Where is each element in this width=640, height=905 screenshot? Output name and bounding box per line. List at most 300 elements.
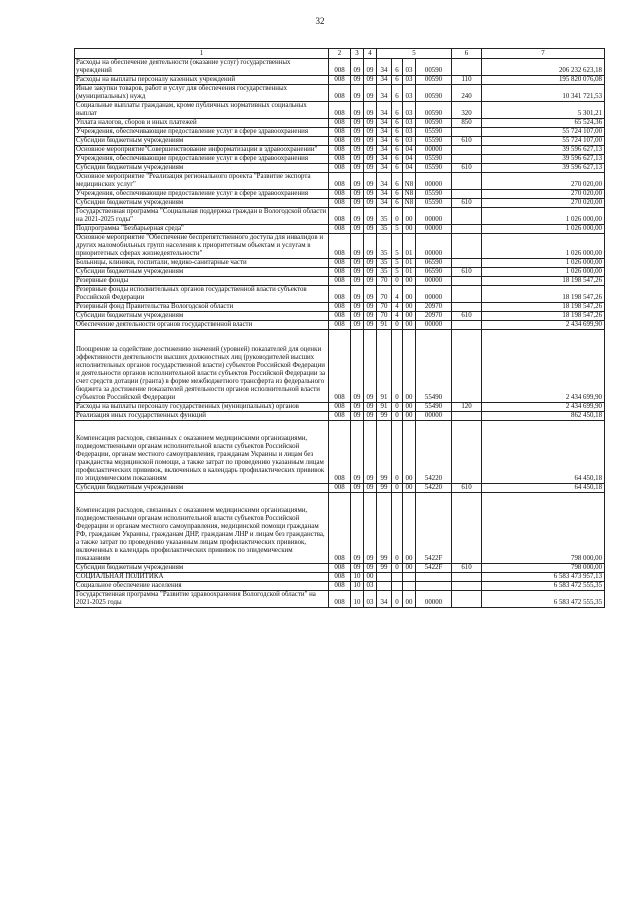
table-row xyxy=(75,484,605,493)
admin-code: 008 xyxy=(329,164,351,173)
target-code-3: 00 xyxy=(403,403,416,412)
row-name: Резервный фонд Правительства Вологодской области xyxy=(75,303,329,312)
admin-code: 008 xyxy=(329,330,351,403)
section-code: 09 xyxy=(351,277,364,286)
admin-code: 008 xyxy=(329,582,351,591)
row-name: Субсидии бюджетным учреждениям xyxy=(75,484,329,493)
expense-type-code: 320 xyxy=(452,102,482,119)
row-name: Основное мероприятие"Совершенствование информатизации в здравоохранении" xyxy=(75,146,329,155)
target-code-2: 5 xyxy=(392,268,403,277)
amount: 39 596 627,13 xyxy=(482,146,605,155)
amount: 65 524,36 xyxy=(482,119,605,128)
target-code-2: 6 xyxy=(392,199,403,208)
subsection-code: 09 xyxy=(364,484,377,493)
table-row xyxy=(75,582,605,591)
subsection-code: 09 xyxy=(364,190,377,199)
header-cell: 1 xyxy=(75,49,329,59)
admin-code: 008 xyxy=(329,155,351,164)
section-code: 09 xyxy=(351,412,364,421)
section-code: 09 xyxy=(351,286,364,303)
subsection-code: 09 xyxy=(364,137,377,146)
target-code-4: 05590 xyxy=(416,137,452,146)
table-row xyxy=(75,303,605,312)
target-code-1: 99 xyxy=(377,493,392,564)
expense-type-code xyxy=(452,259,482,268)
target-code-3: N8 xyxy=(403,199,416,208)
target-code-4: 20970 xyxy=(416,303,452,312)
target-code-3: 00 xyxy=(403,321,416,330)
target-code-2: 4 xyxy=(392,286,403,303)
row-name: Реализация иных государственных функций xyxy=(75,412,329,421)
target-code-4: 05590 xyxy=(416,199,452,208)
subsection-code: 03 xyxy=(364,591,377,608)
expense-type-code xyxy=(452,582,482,591)
subsection-code: 09 xyxy=(364,564,377,573)
admin-code: 008 xyxy=(329,190,351,199)
target-code-1: 34 xyxy=(377,146,392,155)
table-row xyxy=(75,321,605,330)
target-code-3: 03 xyxy=(403,85,416,102)
expense-type-code: 610 xyxy=(452,312,482,321)
admin-code: 008 xyxy=(329,85,351,102)
section-code: 10 xyxy=(351,591,364,608)
target-code-3: 00 xyxy=(403,303,416,312)
target-code-1: 70 xyxy=(377,286,392,303)
target-code-3: 00 xyxy=(403,225,416,234)
table-row xyxy=(75,259,605,268)
amount: 270 020,00 xyxy=(482,173,605,190)
target-code-2: 0 xyxy=(392,208,403,225)
row-name: Государственная программа "Социальная поддержка граждан в Вологодской области на 2021-2025 годы" xyxy=(75,208,329,225)
subsection-code: 09 xyxy=(364,412,377,421)
target-code-2: 6 xyxy=(392,128,403,137)
target-code-2: 0 xyxy=(392,421,403,484)
target-code-4: 00000 xyxy=(416,208,452,225)
amount: 6 583 473 957,13 xyxy=(482,573,605,582)
target-code-3: 00 xyxy=(403,421,416,484)
target-code-4: 06590 xyxy=(416,259,452,268)
target-code-4: 5422F xyxy=(416,564,452,573)
target-code-1: 35 xyxy=(377,208,392,225)
target-code-2 xyxy=(392,573,403,582)
row-name: Субсидии бюджетным учреждениям xyxy=(75,564,329,573)
expense-type-code: 240 xyxy=(452,85,482,102)
admin-code: 008 xyxy=(329,412,351,421)
expense-type-code xyxy=(452,234,482,259)
admin-code: 008 xyxy=(329,199,351,208)
section-code: 09 xyxy=(351,259,364,268)
admin-code: 008 xyxy=(329,564,351,573)
header-cell: 6 xyxy=(452,49,482,59)
expense-type-code xyxy=(452,155,482,164)
admin-code: 008 xyxy=(329,403,351,412)
row-name: Поощрение за содействие достижению значений (уровней) показателей для оценки эффективности деятельности высших должностных лиц (руководителей высших исполнительных органов государственной власти) субъектов Российской Федерации и деятельности органов исполнительной власти субъектов Российской Федерации за счет средств дотации (гранта) в форме межбюджетного трансферта из федерального бюджета за достижение показателей деятельности органов исполнительной власти субъектов Российской Федерации xyxy=(75,330,329,403)
row-name: Иные закупки товаров, работ и услуг для обеспечения государственных (муниципальных) нужд xyxy=(75,85,329,102)
section-code: 09 xyxy=(351,421,364,484)
subsection-code: 09 xyxy=(364,493,377,564)
header-cell: 7 xyxy=(482,49,605,59)
amount: 39 596 627,13 xyxy=(482,155,605,164)
expense-type-code: 610 xyxy=(452,268,482,277)
target-code-4: 54220 xyxy=(416,484,452,493)
row-name: Субсидии бюджетным учреждениям xyxy=(75,199,329,208)
table-row xyxy=(75,412,605,421)
admin-code: 008 xyxy=(329,321,351,330)
admin-code: 008 xyxy=(329,484,351,493)
target-code-1: 34 xyxy=(377,155,392,164)
expense-type-code xyxy=(452,146,482,155)
expense-type-code xyxy=(452,173,482,190)
target-code-1: 34 xyxy=(377,137,392,146)
subsection-code: 09 xyxy=(364,259,377,268)
admin-code: 008 xyxy=(329,76,351,85)
row-name: Расходы на выплаты персоналу казенных учреждений xyxy=(75,76,329,85)
table-row xyxy=(75,85,605,102)
target-code-2: 4 xyxy=(392,303,403,312)
target-code-2: 5 xyxy=(392,225,403,234)
admin-code: 008 xyxy=(329,573,351,582)
row-name: Резервные фонды исполнительных органов государственной власти субъектов Российской Федерации xyxy=(75,286,329,303)
row-name: Расходы на выплаты персоналу государственных (муниципальных) органов xyxy=(75,403,329,412)
target-code-4: 05590 xyxy=(416,155,452,164)
subsection-code: 09 xyxy=(364,128,377,137)
target-code-1: 70 xyxy=(377,277,392,286)
target-code-2: 0 xyxy=(392,591,403,608)
target-code-3: 00 xyxy=(403,493,416,564)
table-row xyxy=(75,155,605,164)
target-code-2: 0 xyxy=(392,412,403,421)
table-row xyxy=(75,128,605,137)
target-code-1: 34 xyxy=(377,190,392,199)
table-row xyxy=(75,268,605,277)
section-code: 09 xyxy=(351,234,364,259)
target-code-1: 91 xyxy=(377,321,392,330)
row-name: Социальное обеспечение населения xyxy=(75,582,329,591)
section-code: 10 xyxy=(351,573,364,582)
expense-type-code xyxy=(452,277,482,286)
expense-type-code xyxy=(452,59,482,76)
amount: 195 820 076,08 xyxy=(482,76,605,85)
row-name: Субсидии бюджетным учреждениям xyxy=(75,164,329,173)
section-code: 09 xyxy=(351,146,364,155)
amount: 39 596 627,13 xyxy=(482,164,605,173)
table-row xyxy=(75,146,605,155)
subsection-code: 09 xyxy=(364,199,377,208)
admin-code: 008 xyxy=(329,128,351,137)
section-code: 09 xyxy=(351,225,364,234)
subsection-code: 09 xyxy=(364,286,377,303)
amount: 64 450,18 xyxy=(482,421,605,484)
section-code: 09 xyxy=(351,173,364,190)
header-cell: 4 xyxy=(364,49,377,59)
target-code-3: 00 xyxy=(403,312,416,321)
subsection-code: 09 xyxy=(364,102,377,119)
target-code-3: 03 xyxy=(403,59,416,76)
section-code: 10 xyxy=(351,582,364,591)
target-code-4: 00590 xyxy=(416,59,452,76)
expense-type-code xyxy=(452,330,482,403)
amount: 18 198 547,26 xyxy=(482,312,605,321)
expense-type-code: 120 xyxy=(452,403,482,412)
target-code-2: 0 xyxy=(392,277,403,286)
amount: 798 000,00 xyxy=(482,493,605,564)
amount: 1 026 000,00 xyxy=(482,225,605,234)
target-code-4: 05590 xyxy=(416,128,452,137)
row-name: Компенсация расходов, связанных с оказанием медицинскими организациями, подведомственными органам исполнительной власти субъектов Российской Федерации, органам местного самоуправления, гражданам Украины и лицам без гражданства медицинской помощи, а также затрат по проведению указанным лицам профилактических прививок, включенных в календарь профилактических прививок по эпидемическим показаниям xyxy=(75,421,329,484)
section-code: 09 xyxy=(351,85,364,102)
section-code: 09 xyxy=(351,119,364,128)
subsection-code: 09 xyxy=(364,164,377,173)
target-code-4: 00000 xyxy=(416,286,452,303)
target-code-2: 6 xyxy=(392,164,403,173)
target-code-3: 00 xyxy=(403,484,416,493)
admin-code: 008 xyxy=(329,208,351,225)
target-code-3: 00 xyxy=(403,277,416,286)
target-code-4: 06590 xyxy=(416,268,452,277)
target-code-2: 0 xyxy=(392,564,403,573)
table-row xyxy=(75,573,605,582)
amount: 18 198 547,26 xyxy=(482,286,605,303)
target-code-3: 03 xyxy=(403,137,416,146)
expense-type-code xyxy=(452,321,482,330)
amount: 6 583 472 555,35 xyxy=(482,591,605,608)
table-row xyxy=(75,199,605,208)
table-row xyxy=(75,234,605,259)
expense-type-code xyxy=(452,208,482,225)
target-code-2: 6 xyxy=(392,102,403,119)
admin-code: 008 xyxy=(329,277,351,286)
header-cell: 5 xyxy=(377,49,452,59)
admin-code: 008 xyxy=(329,421,351,484)
target-code-4: 00000 xyxy=(416,277,452,286)
target-code-3: 01 xyxy=(403,234,416,259)
admin-code: 008 xyxy=(329,591,351,608)
section-code: 09 xyxy=(351,493,364,564)
target-code-1: 34 xyxy=(377,199,392,208)
target-code-2: 6 xyxy=(392,85,403,102)
target-code-1: 35 xyxy=(377,259,392,268)
target-code-2: 0 xyxy=(392,493,403,564)
section-code: 09 xyxy=(351,268,364,277)
target-code-2: 4 xyxy=(392,312,403,321)
row-name: Компенсация расходов, связанных с оказанием медицинскими организациями, подведомственными органам исполнительной власти субъектов Российской Федерации и органам местного самоуправления, медицинской помощи гражданам РФ, гражданам Украины, гражданам ДНР, гражданам ЛНР и лицам без гражданства, а также затрат по проведению указанным лицам профилактических прививок, включенных в календарь профилактических прививок по эпидемическим показаниям xyxy=(75,493,329,564)
amount: 55 724 107,00 xyxy=(482,128,605,137)
admin-code: 008 xyxy=(329,286,351,303)
target-code-3 xyxy=(403,573,416,582)
table-row xyxy=(75,286,605,303)
subsection-code: 09 xyxy=(364,119,377,128)
target-code-4: 00000 xyxy=(416,412,452,421)
subsection-code: 09 xyxy=(364,155,377,164)
table-row xyxy=(75,564,605,573)
target-code-1: 34 xyxy=(377,59,392,76)
target-code-3: 03 xyxy=(403,102,416,119)
target-code-2: 5 xyxy=(392,259,403,268)
expense-type-code xyxy=(452,303,482,312)
amount: 798 000,00 xyxy=(482,564,605,573)
section-code: 09 xyxy=(351,164,364,173)
target-code-2: 6 xyxy=(392,146,403,155)
row-name: Больницы, клиники, госпитали, медико-санитарные части xyxy=(75,259,329,268)
admin-code: 008 xyxy=(329,303,351,312)
target-code-1: 91 xyxy=(377,330,392,403)
expense-type-code xyxy=(452,493,482,564)
target-code-1: 99 xyxy=(377,564,392,573)
row-name: Основное мероприятие "Реализация регионального проекта "Развитие экспорта медицинских услуг" xyxy=(75,173,329,190)
subsection-code: 09 xyxy=(364,59,377,76)
expense-type-code xyxy=(452,573,482,582)
table-row xyxy=(75,164,605,173)
target-code-4: 20970 xyxy=(416,312,452,321)
section-code: 09 xyxy=(351,312,364,321)
table-row xyxy=(75,119,605,128)
target-code-4: 05590 xyxy=(416,190,452,199)
target-code-3: 03 xyxy=(403,128,416,137)
target-code-4: 00590 xyxy=(416,119,452,128)
expense-type-code: 610 xyxy=(452,484,482,493)
table-row xyxy=(75,403,605,412)
subsection-code: 09 xyxy=(364,303,377,312)
expense-type-code xyxy=(452,190,482,199)
target-code-3: 03 xyxy=(403,119,416,128)
expense-type-code: 850 xyxy=(452,119,482,128)
expense-type-code: 610 xyxy=(452,164,482,173)
expense-type-code: 610 xyxy=(452,137,482,146)
table-row xyxy=(75,330,605,403)
admin-code: 008 xyxy=(329,268,351,277)
expense-type-code xyxy=(452,591,482,608)
amount: 1 026 000,00 xyxy=(482,234,605,259)
subsection-code: 09 xyxy=(364,85,377,102)
amount: 270 020,00 xyxy=(482,190,605,199)
target-code-1: 34 xyxy=(377,128,392,137)
target-code-2 xyxy=(392,582,403,591)
target-code-2: 0 xyxy=(392,484,403,493)
admin-code: 008 xyxy=(329,493,351,564)
target-code-4: 00590 xyxy=(416,76,452,85)
row-name: Уплата налогов, сборов и иных платежей xyxy=(75,119,329,128)
subsection-code: 09 xyxy=(364,330,377,403)
target-code-1: 34 xyxy=(377,591,392,608)
row-name: Субсидии бюджетным учреждениям xyxy=(75,137,329,146)
target-code-3: N8 xyxy=(403,173,416,190)
target-code-4: 00000 xyxy=(416,321,452,330)
target-code-1: 99 xyxy=(377,484,392,493)
row-name: Субсидии бюджетным учреждениям xyxy=(75,268,329,277)
target-code-3: 01 xyxy=(403,268,416,277)
target-code-4: 05590 xyxy=(416,164,452,173)
row-name: Государственная программа "Развитие здравоохранения Вологодской области" на 2021-2025 годы xyxy=(75,591,329,608)
row-name: Обеспечение деятельности органов государственной власти xyxy=(75,321,329,330)
expense-type-code xyxy=(452,421,482,484)
admin-code: 008 xyxy=(329,137,351,146)
amount: 270 020,00 xyxy=(482,199,605,208)
target-code-1: 70 xyxy=(377,312,392,321)
section-code: 09 xyxy=(351,155,364,164)
section-code: 09 xyxy=(351,484,364,493)
expense-type-code: 110 xyxy=(452,76,482,85)
subsection-code: 09 xyxy=(364,421,377,484)
target-code-3: 00 xyxy=(403,330,416,403)
target-code-1: 35 xyxy=(377,225,392,234)
target-code-2: 6 xyxy=(392,190,403,199)
target-code-2: 6 xyxy=(392,59,403,76)
subsection-code: 09 xyxy=(364,225,377,234)
target-code-3: N8 xyxy=(403,190,416,199)
row-name: Учреждения, обеспечивающие предоставление услуг в сфере здравоохранения xyxy=(75,128,329,137)
row-name: Учреждения, обеспечивающие предоставление услуг в сфере здравоохранения xyxy=(75,155,329,164)
target-code-3: 01 xyxy=(403,259,416,268)
amount: 18 198 547,26 xyxy=(482,303,605,312)
header-cell: 2 xyxy=(329,49,351,59)
amount: 5 301,21 xyxy=(482,102,605,119)
target-code-1 xyxy=(377,582,392,591)
section-code: 09 xyxy=(351,330,364,403)
target-code-3 xyxy=(403,582,416,591)
target-code-1: 34 xyxy=(377,173,392,190)
target-code-1: 34 xyxy=(377,119,392,128)
section-code: 09 xyxy=(351,321,364,330)
subsection-code: 09 xyxy=(364,268,377,277)
subsection-code: 09 xyxy=(364,76,377,85)
table-row xyxy=(75,312,605,321)
target-code-3: 04 xyxy=(403,146,416,155)
admin-code: 008 xyxy=(329,312,351,321)
table-row xyxy=(75,190,605,199)
table-row xyxy=(75,591,605,608)
section-code: 09 xyxy=(351,208,364,225)
budget-table xyxy=(74,48,605,608)
subsection-code: 09 xyxy=(364,146,377,155)
target-code-3: 00 xyxy=(403,208,416,225)
table-row xyxy=(75,493,605,564)
target-code-2: 0 xyxy=(392,403,403,412)
subsection-code: 09 xyxy=(364,403,377,412)
target-code-2: 6 xyxy=(392,173,403,190)
target-code-1: 34 xyxy=(377,85,392,102)
target-code-4: 00000 xyxy=(416,234,452,259)
target-code-1: 99 xyxy=(377,412,392,421)
amount: 2 434 699,90 xyxy=(482,330,605,403)
amount: 55 724 107,00 xyxy=(482,137,605,146)
amount: 206 232 623,18 xyxy=(482,59,605,76)
target-code-4: 55490 xyxy=(416,403,452,412)
target-code-1: 35 xyxy=(377,268,392,277)
target-code-1: 91 xyxy=(377,403,392,412)
section-code: 09 xyxy=(351,199,364,208)
subsection-code: 09 xyxy=(364,208,377,225)
expense-type-code xyxy=(452,286,482,303)
target-code-4 xyxy=(416,573,452,582)
target-code-2: 0 xyxy=(392,330,403,403)
row-name: Субсидии бюджетным учреждениям xyxy=(75,312,329,321)
amount: 6 583 472 555,35 xyxy=(482,582,605,591)
table-row xyxy=(75,421,605,484)
admin-code: 008 xyxy=(329,146,351,155)
admin-code: 008 xyxy=(329,119,351,128)
amount: 1 026 000,00 xyxy=(482,268,605,277)
amount: 1 026 000,00 xyxy=(482,259,605,268)
section-code: 09 xyxy=(351,137,364,146)
subsection-code: 00 xyxy=(364,573,377,582)
target-code-3: 03 xyxy=(403,76,416,85)
target-code-1: 34 xyxy=(377,102,392,119)
target-code-1: 99 xyxy=(377,421,392,484)
table-row xyxy=(75,277,605,286)
target-code-4: 5422F xyxy=(416,493,452,564)
section-code: 09 xyxy=(351,403,364,412)
expense-type-code: 610 xyxy=(452,199,482,208)
